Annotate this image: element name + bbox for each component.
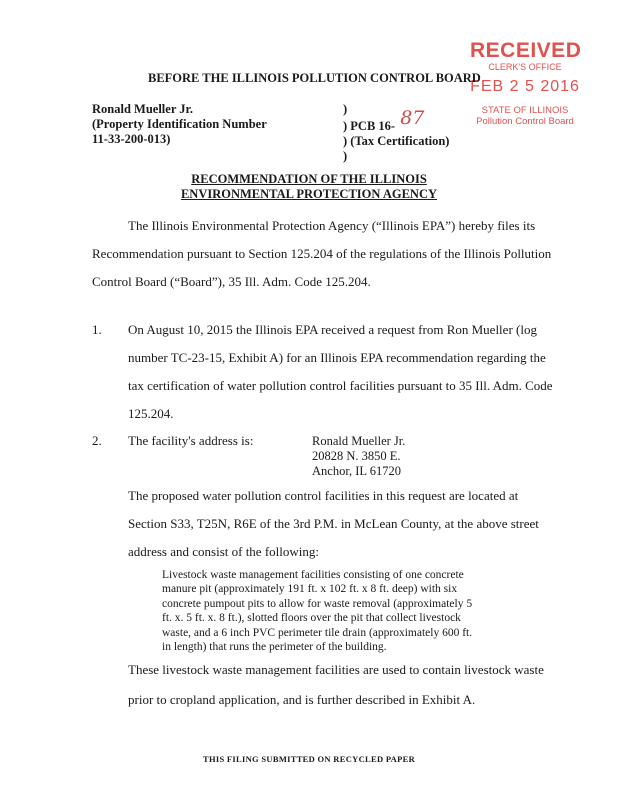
item1-number: 1. (92, 322, 102, 337)
paren-1: ) (343, 102, 348, 116)
paren-4: ) (343, 149, 348, 163)
item1-line1: On August 10, 2015 the Illinois EPA received a request from Ron Mueller (log (128, 322, 537, 337)
stamp-state: STATE OF ILLINOIS (481, 105, 569, 116)
location-line3: address and consist of the following: (128, 544, 319, 559)
tax-certification: ) (Tax Certification) (343, 134, 450, 148)
address-street: 20828 N. 3850 E. (312, 449, 401, 463)
address-city: Anchor, IL 61720 (312, 464, 401, 478)
pcb-prefix: ) PCB 16- (343, 119, 396, 133)
location-line2: Section S33, T25N, R6E of the 3rd P.M. in McLean County, at the above street (128, 516, 539, 531)
intro-line1: The Illinois Environmental Protection Agency (“Illinois EPA”) hereby files its (128, 218, 536, 233)
caption-party (92, 102, 267, 147)
stamp-date: FEB 2 5 2016 (470, 78, 580, 95)
stamp-board: Pollution Control Board (476, 116, 574, 127)
item2-label: The facility's address is: (128, 433, 254, 448)
item2-number: 2. (92, 433, 102, 448)
facility-address (312, 434, 405, 479)
party-pin-number: 11-33-200-013) (92, 132, 171, 146)
pcb-handwritten-number: 87 (400, 107, 425, 129)
party-name: Ronald Mueller Jr. (92, 102, 194, 116)
item1-line3: tax certification of water pollution control facilities pursuant to 35 Ill. Adm. Code (128, 378, 553, 393)
footer-note: THIS FILING SUBMITTED ON RECYCLED PAPER (202, 754, 416, 764)
stamp-received: RECEIVED (470, 39, 582, 62)
description-line5: waste, and a 6 inch PVC perimeter tile drain (approximately 600 ft. (162, 626, 473, 639)
doc-title-line2: ENVIRONMENTAL PROTECTION AGENCY (180, 187, 438, 201)
description-line6: in length) that runs the perimeter of the building. (162, 641, 387, 654)
received-stamp (470, 40, 580, 127)
item1-line2: number TC-23-15, Exhibit A) for an Illinois EPA recommendation regarding the (128, 350, 546, 365)
description-line1: Livestock waste management facilities consisting of one concrete (162, 569, 464, 581)
item1-line4: 125.204. (128, 406, 174, 421)
pcb-number-line (343, 107, 449, 134)
description-line2: manure pit (approximately 191 ft. x 102 ft. x 8 ft. deep) with six (162, 583, 458, 596)
facilities-description (162, 568, 472, 654)
party-pin-label: (Property Identification Number (92, 117, 267, 131)
stamp-office: CLERK'S OFFICE (488, 62, 562, 72)
description-line3: concrete pumpout pits to allow for waste removal (approximately 5 (162, 597, 473, 610)
description-line4: ft. x. 5 ft. x. 8 ft.), slotted floors over the pit that collect livestock (162, 612, 461, 625)
doc-title-line1: RECOMMENDATION OF THE ILLINOIS (191, 172, 427, 186)
board-title: BEFORE THE ILLINOIS POLLUTION CONTROL BOARD (148, 71, 481, 85)
caption-docket (343, 102, 449, 164)
address-name: Ronald Mueller Jr. (312, 434, 406, 448)
intro-line2: Recommendation pursuant to Section 125.204 of the regulations of the Illinois Pollution (92, 246, 552, 261)
intro-line3: Control Board (“Board”), 35 Ill. Adm. Code 125.204. (92, 274, 371, 289)
location-line1: The proposed water pollution control facilities in this request are located at (128, 488, 519, 503)
closing-line2: prior to cropland application, and is further described in Exhibit A. (128, 692, 476, 707)
closing-line1: These livestock waste management facilities are used to contain livestock waste (128, 662, 544, 677)
